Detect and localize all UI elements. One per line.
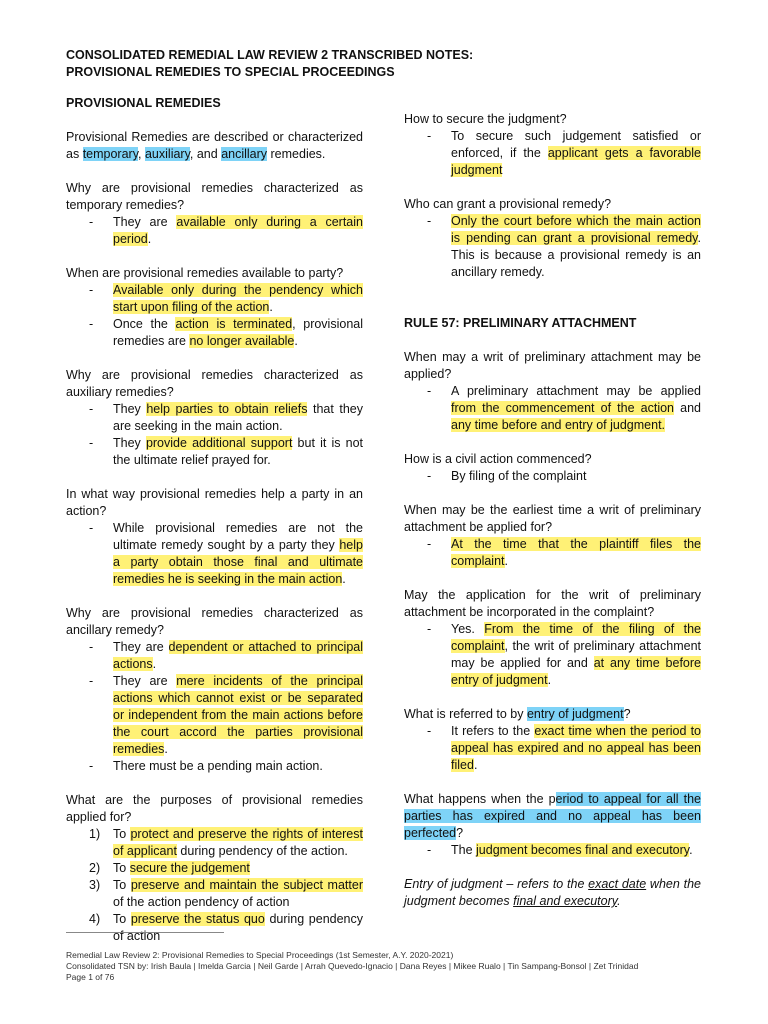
dash-marker: - [427,469,432,483]
question: When are provisional remedies available to party? [66,266,344,280]
question: How is a civil action commenced? [404,452,592,466]
question: How to secure the judgment? [404,112,567,126]
dash-marker: - [89,640,94,654]
highlight: from the commencement of the action [451,401,675,415]
highlight: help a party obtain those final and ultimate remedies he is seeking in the main action [113,538,363,586]
qa-block [404,791,701,859]
answer-item: - They help parties to obtain reliefs that they are seeking in the main action. [89,402,363,433]
number-marker: 1) [89,827,101,841]
question: When may a writ of preliminary attachment may be applied? [404,350,701,381]
qa-block [404,349,701,434]
left-column [66,95,363,962]
qa-block [404,587,701,689]
footnote-divider [66,932,224,933]
answer-item: - At the time that the plaintiff files the complaint. [427,537,701,568]
question: Who can grant a provisional remedy? [404,197,612,211]
question: In what way provisional remedies help a party in an action? [66,487,363,518]
numbered-item: 4) To preserve the status quo during pendency of action [89,912,364,943]
qa-block [404,502,701,570]
dash-marker: - [89,402,94,416]
highlight: preserve and maintain the subject matter [130,878,363,892]
qa-block [66,605,363,775]
highlight: preserve the status quo [130,912,265,926]
qa-block [404,196,701,281]
underlined-text: exact date [588,877,647,891]
qa-block [404,451,701,485]
qa-block [66,367,363,469]
highlight: ancillary [221,147,268,161]
highlight: any time before and entry of judgment. [451,418,666,432]
answer-item: - Available only during the pendency which start upon filing of the action. [89,283,363,314]
qa-block [404,111,701,179]
answer-item: - While provisional remedies are not the ultimate remedy sought by a party they help a party obtain those final and ultimate remedies he is seeking in the main action. [89,521,363,586]
highlight: secure the judgement [129,861,250,875]
underlined-text: final and executory [513,894,618,908]
number-marker: 2) [89,861,101,875]
answer-item: - The judgment becomes final and executory. [427,843,693,857]
dash-marker: - [89,317,94,331]
number-marker: 3) [89,878,101,892]
dash-marker: - [427,843,432,857]
answer-item: - They provide additional support but it is not the ultimate relief prayed for. [89,436,363,467]
highlight: applicant gets a favorable judgment [451,146,701,177]
numbered-item: 1) To protect and preserve the rights of interest of applicant during pendency of the action. [89,827,363,858]
highlight: judgment becomes final and executory [476,843,690,857]
dash-marker: - [89,759,94,773]
question: What is referred to by entry of judgment? [404,707,631,721]
qa-block [66,792,363,945]
section-heading-provisional-remedies: PROVISIONAL REMEDIES [66,96,221,110]
question: What happens when the period to appeal for all the parties has expired and no appeal has been perfected? [404,792,701,840]
highlight: entry of judgment [526,707,624,721]
highlight: Available only during the pendency which start upon filing of the action [113,283,363,314]
question: When may be the earliest time a writ of preliminary attachment be applied for? [404,503,701,534]
numbered-item: 3) To preserve and maintain the subject matter of the action pendency of action [89,878,363,909]
answer-item: - There must be a pending main action. [89,759,323,773]
document-title [66,47,706,81]
highlight: temporary [82,147,139,161]
dash-marker: - [89,283,94,297]
qa-block [66,180,363,248]
answer-item: - Once the action is terminated, provisional remedies are no longer available. [89,317,363,348]
highlight: action is terminated [175,317,293,331]
question: Why are provisional remedies characterized as auxiliary remedies? [66,368,363,399]
answer-item: - They are available only during a certain period. [89,215,363,246]
answer-item: - They are mere incidents of the principal actions which cannot exist or be separated or independent from the main actions before the court accord the parties provisional remedies. [89,674,363,756]
footer-authors-line: Consolidated TSN by: Irish Baula | Imelda Garcia | Neil Garde | Arrah Quevedo-Ignacio | Dana Reyes | Mikee Rualo | Tin Sampang-Bonsol | Zet Trinidad [66,961,639,971]
highlight: eriod to appeal for all the parties has expired and no appeal has been perfected [404,792,701,840]
dash-marker: - [89,215,94,229]
highlight: help parties to obtain reliefs [146,402,308,416]
question: Why are provisional remedies characterized as temporary remedies? [66,181,363,212]
answer-item: - Only the court before which the main action is pending can grant a provisional remedy. This is because a provisional remedy is an ancillary remedy. [427,214,701,279]
dash-marker: - [89,436,94,450]
title-line-1: CONSOLIDATED REMEDIAL LAW REVIEW 2 TRANSCRIBED NOTES: [66,48,474,62]
question: What are the purposes of provisional remedies applied for? [66,793,363,824]
dash-marker: - [427,129,432,143]
note-paragraph: Entry of judgment – refers to the exact date when the judgment becomes final and executory. [404,877,701,908]
answer-item: - They are dependent or attached to principal actions. [89,640,363,671]
section-heading-rule-57: RULE 57: PRELIMINARY ATTACHMENT [404,316,637,330]
title-line-2: PROVISIONAL REMEDIES TO SPECIAL PROCEEDINGS [66,65,395,79]
answer-item: - By filing of the complaint [427,469,587,483]
dash-marker: - [427,724,432,738]
qa-block [66,265,363,350]
qa-block [404,706,701,774]
numbered-item: 2) To secure the judgement [89,861,250,875]
highlight: provide additional support [145,436,293,450]
page-number: Page 1 of 76 [66,972,115,982]
dash-marker: - [89,521,94,535]
answer-item: - A preliminary attachment may be applied from the commencement of the action and any time before and entry of judgment. [427,384,701,432]
number-marker: 4) [89,912,101,926]
highlight: From the time of the filing of the complaint [451,622,701,653]
highlight: Only the court before which the main action is pending can grant a provisional remedy [451,214,701,245]
answer-item: - To secure such judgement satisfied or enforced, if the applicant gets a favorable judgment [427,129,701,177]
highlight: at any time before entry of judgment [451,656,701,687]
dash-marker: - [427,214,432,228]
highlight: no longer available [189,334,295,348]
highlight: mere incidents of the principal actions which cannot exist or be separated or independent from the main actions before the court accord the parties provisional remedies [113,674,363,756]
highlight: available only during a certain period [113,215,363,246]
highlight: dependent or attached to principal actions [113,640,363,671]
highlight: At the time that the plaintiff files the complaint [451,537,701,568]
dash-marker: - [427,622,432,636]
dash-marker: - [427,537,432,551]
highlight: auxiliary [144,147,190,161]
qa-block [66,486,363,588]
question: May the application for the writ of preliminary attachment be incorporated in the complaint? [404,588,701,619]
answer-item: - It refers to the exact time when the period to appeal has expired and no appeal has been filed. [427,724,701,772]
dash-marker: - [89,674,94,688]
footer-course-line: Remedial Law Review 2: Provisional Remedies to Special Proceedings (1st Semester, A.Y. 2020-2021) [66,950,454,960]
dash-marker: - [427,384,432,398]
right-column [404,111,701,927]
answer-item: - Yes. From the time of the filing of the complaint, the writ of preliminary attachment may be applied for and at any time before entry of judgment. [427,622,701,687]
intro-paragraph: Provisional Remedies are described or characterized as temporary, auxiliary, and ancillary remedies. [66,130,363,161]
highlight: exact time when the period to appeal has expired and no appeal has been filed [451,724,701,772]
question: Why are provisional remedies characterized as ancillary remedy? [66,606,363,637]
page-footer [66,950,706,983]
highlight: protect and preserve the rights of interest of applicant [113,827,363,858]
